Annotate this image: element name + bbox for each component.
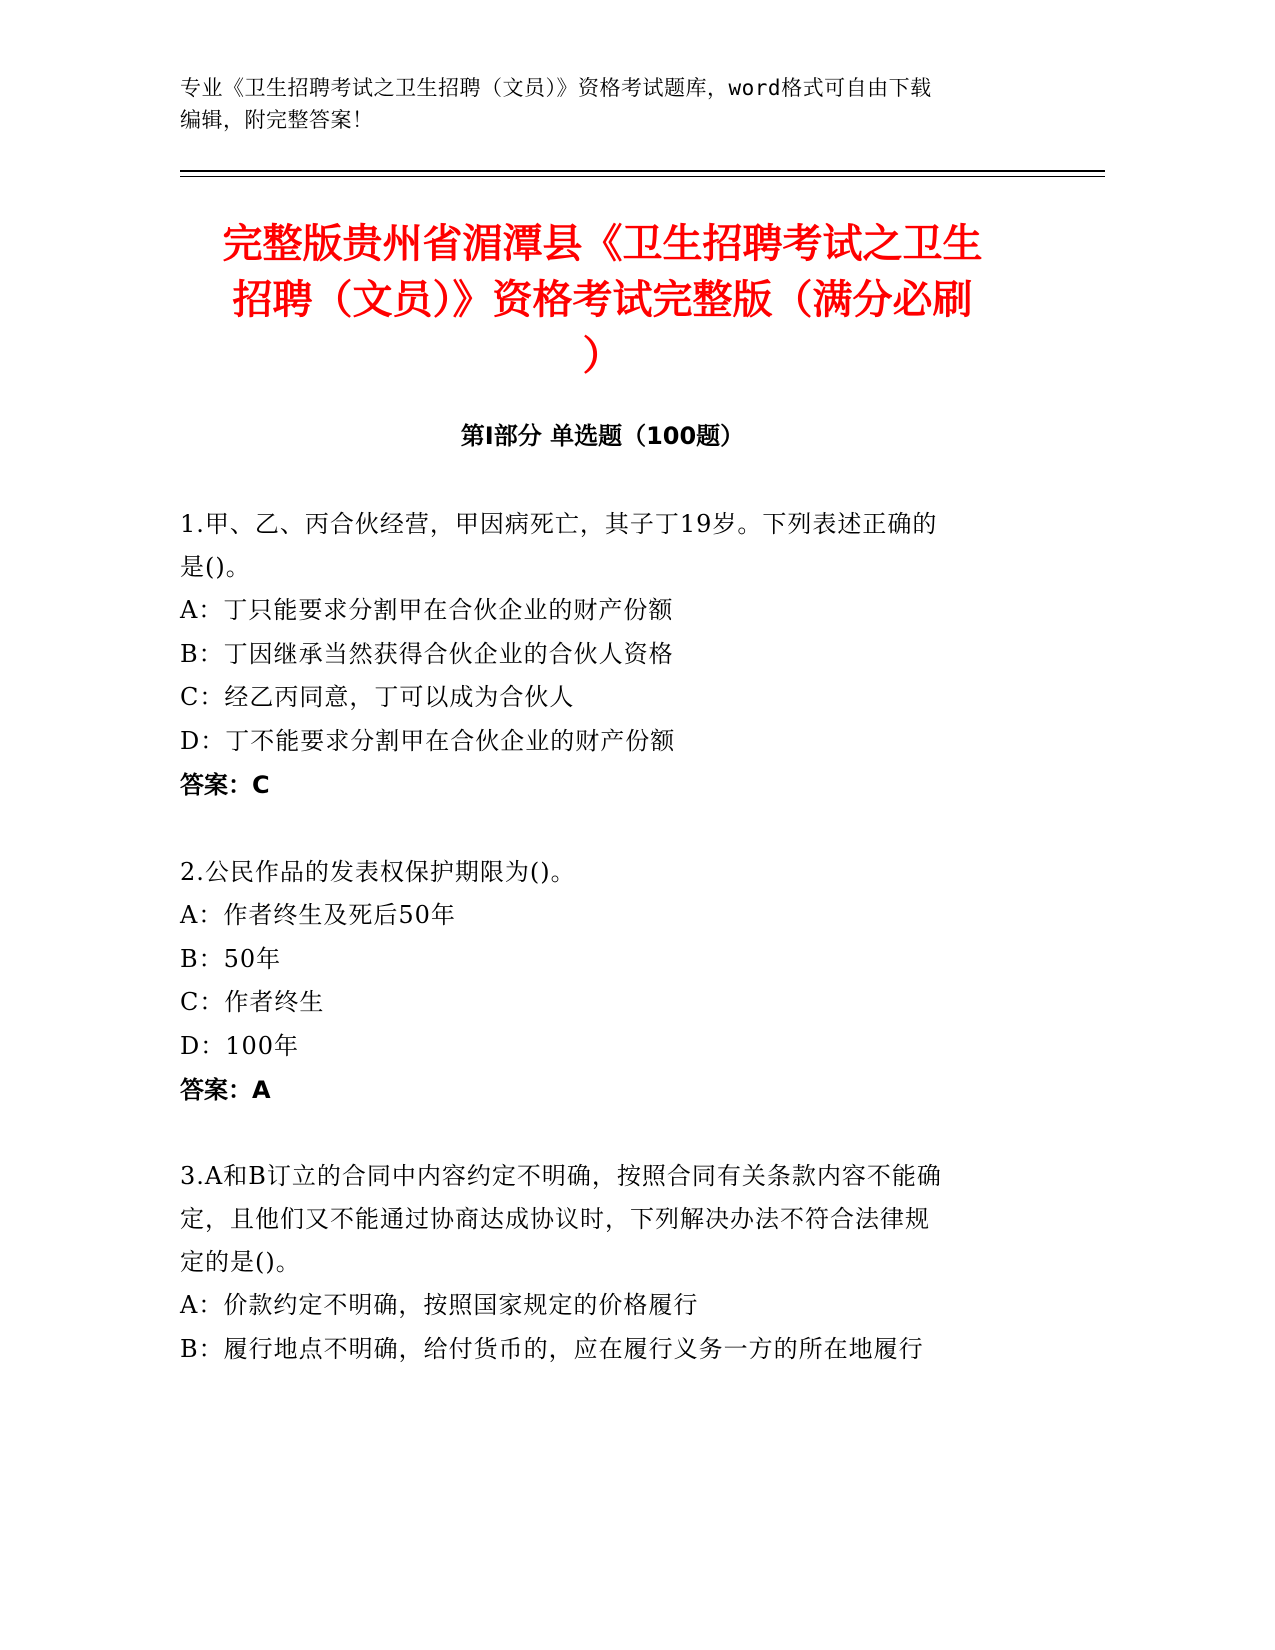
document-title-line-3: ） [582,333,623,379]
question-3-option-a: A：价款约定不明确，按照国家规定的价格履行 [180,1291,699,1319]
header-divider-thick [180,170,1105,172]
question-2-answer: 答案：A [180,1076,271,1105]
question-2-option-d: D：100年 [180,1031,300,1060]
header-note-line-2: 编辑，附完整答案！ [180,108,374,132]
question-3-stem-line-3: 定的是()。 [180,1248,301,1276]
question-3-stem-line-2: 定，且他们又不能通过协商达成协议时，下列解决办法不符合法律规 [180,1205,930,1233]
header-note-line-1: 专业《卫生招聘考试之卫生招聘（文员）》资格考试题库，word格式可自由下载 [180,76,932,100]
document-title-line-1: 完整版贵州省湄潭县《卫生招聘考试之卫生 [222,221,983,267]
question-1-option-c: C：经乙丙同意，丁可以成为合伙人 [180,683,575,712]
question-1-answer: 答案：C [180,771,270,800]
document-title-line-2: 招聘（文员）》资格考试完整版（满分必刷 [232,277,973,323]
question-2-option-c: C：作者终生 [180,988,325,1017]
section-heading: 第Ⅰ部分 单选题（100题） [460,422,745,450]
header-divider-thin [180,176,1105,177]
question-2 [180,851,1040,1112]
question-2-option-b: B：50年 [180,944,282,973]
header-note [180,72,1060,136]
question-3-stem-line-1: 3.A和B订立的合同中内容约定不明确，按照合同有关条款内容不能确 [180,1162,942,1190]
question-1-option-a: A：丁只能要求分割甲在合伙企业的财产份额 [180,596,674,624]
question-1-stem-line-1: 1.甲、乙、丙合伙经营，甲因病死亡，其子丁19岁。下列表述正确的 [180,510,938,538]
question-1-option-d: D：丁不能要求分割甲在合伙企业的财产份额 [180,726,676,755]
question-3 [180,1155,1040,1371]
question-1-stem-line-2: 是()。 [180,553,251,581]
question-2-stem-line-1: 2.公民作品的发表权保护期限为()。 [180,858,576,886]
question-3-option-b: B：履行地点不明确，给付货币的，应在履行义务一方的所在地履行 [180,1334,924,1363]
document-title [180,216,1025,384]
question-1-option-b: B：丁因继承当然获得合伙企业的合伙人资格 [180,639,674,668]
question-2-option-a: A：作者终生及死后50年 [180,901,456,929]
question-1 [180,503,1040,807]
